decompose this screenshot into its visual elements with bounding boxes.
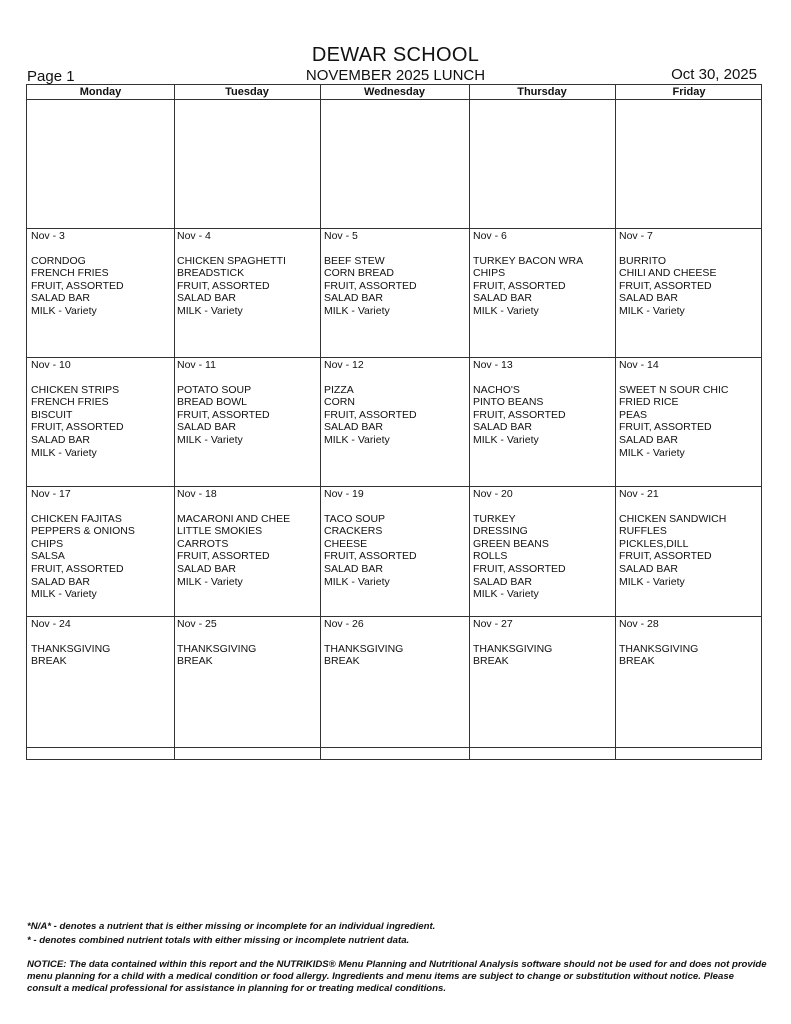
menu-item: TURKEY BACON WRA: [473, 254, 584, 267]
menu-item: SWEET N SOUR CHIC: [619, 383, 729, 396]
day-date: Nov - 27: [473, 618, 513, 630]
menu-item: BREADSTICK: [177, 267, 245, 280]
menu-item: BEEF STEW: [324, 254, 385, 267]
menu-day-cell: [619, 359, 728, 459]
day-date: Nov - 25: [177, 618, 217, 630]
day-date: Nov - 17: [31, 488, 71, 500]
menu-item: FRUIT, ASSORTED: [177, 279, 270, 292]
menu-item: PEAS: [619, 408, 648, 421]
menu-item: CHICKEN SANDWICH: [619, 512, 727, 525]
menu-item: LITTLE SMOKIES: [177, 525, 263, 538]
menu-item: GREEN BEANS: [473, 537, 549, 550]
day-date: Nov - 11: [177, 359, 216, 371]
menu-item: MILK - Variety: [31, 588, 97, 601]
menu-item: TACO SOUP: [324, 512, 386, 525]
menu-item: SALSA: [31, 550, 65, 563]
row-divider: [27, 486, 761, 487]
menu-day-cell: [177, 488, 290, 588]
menu-item: FRUIT, ASSORTED: [473, 279, 566, 292]
menu-item: SALAD BAR: [177, 292, 236, 305]
menu-item: THANKSGIVING: [31, 642, 111, 655]
weekday-header-row: [27, 85, 761, 100]
menu-item: FRUIT, ASSORTED: [31, 421, 124, 434]
menu-item: MILK - Variety: [473, 588, 539, 601]
menu-item: CORN: [324, 396, 355, 409]
menu-item: FRENCH FRIES: [31, 267, 109, 280]
menu-item: MILK - Variety: [619, 575, 685, 588]
menu-item: BURRITO: [619, 254, 667, 267]
menu-item: MILK - Variety: [324, 433, 390, 446]
menu-item: BREAK: [619, 655, 655, 668]
menu-item: FRUIT, ASSORTED: [177, 408, 270, 421]
na-footnote: *N/A* - denotes a nutrient that is either missing or incomplete for an individual ingredient.: [27, 921, 436, 932]
column-divider: [615, 85, 616, 759]
menu-day-cell: [324, 359, 417, 447]
day-date: Nov - 5: [324, 230, 358, 242]
menu-item: POTATO SOUP: [177, 383, 252, 396]
menu-item: FRIED RICE: [619, 396, 679, 409]
column-divider: [174, 85, 175, 759]
menu-item: SALAD BAR: [473, 421, 532, 434]
day-date: Nov - 4: [177, 230, 211, 242]
menu-day-cell: [177, 359, 270, 447]
menu-day-cell: [31, 488, 135, 601]
menu-item: MILK - Variety: [31, 446, 97, 459]
menu-item: CHICKEN FAJITAS: [31, 512, 122, 525]
menu-item: CHEESE: [324, 537, 368, 550]
menu-item: SALAD BAR: [324, 562, 383, 575]
menu-day-cell: [31, 359, 124, 459]
menu-item: FRUIT, ASSORTED: [324, 550, 417, 563]
day-date: Nov - 24: [31, 618, 71, 630]
menu-item: FRUIT, ASSORTED: [619, 550, 712, 563]
menu-item: FRUIT, ASSORTED: [324, 279, 417, 292]
day-date: Nov - 20: [473, 488, 513, 500]
day-date: Nov - 21: [619, 488, 659, 500]
menu-item: FRUIT, ASSORTED: [324, 408, 417, 421]
menu-item: NACHO'S: [473, 383, 520, 396]
header-thursday: Thursday: [517, 86, 567, 98]
day-date: Nov - 10: [31, 359, 71, 371]
menu-item: SALAD BAR: [177, 562, 236, 575]
menu-item: CHIPS: [473, 267, 506, 280]
menu-day-cell: [619, 488, 726, 588]
menu-item: MILK - Variety: [324, 575, 390, 588]
menu-day-cell: [177, 230, 286, 318]
menu-item: FRUIT, ASSORTED: [473, 408, 566, 421]
menu-day-cell: [324, 618, 403, 668]
menu-item: SALAD BAR: [177, 421, 236, 434]
menu-day-cell: [324, 230, 417, 318]
menu-item: RUFFLES: [619, 525, 667, 538]
menu-item: FRENCH FRIES: [31, 396, 109, 409]
menu-item: THANKSGIVING: [619, 642, 699, 655]
menu-item: BREAD BOWL: [177, 396, 248, 409]
row-divider: [27, 616, 761, 617]
menu-item: FRUIT, ASSORTED: [31, 279, 124, 292]
menu-item: CORN BREAD: [324, 267, 395, 280]
menu-item: PINTO BEANS: [473, 396, 544, 409]
star-footnote: * - denotes combined nutrient totals with either missing or incomplete nutrient data.: [27, 935, 410, 946]
menu-item: THANKSGIVING: [473, 642, 553, 655]
menu-item: MILK - Variety: [619, 446, 685, 459]
day-date: Nov - 7: [619, 230, 653, 242]
row-divider: [27, 357, 761, 358]
menu-item: CHICKEN STRIPS: [31, 383, 120, 396]
menu-item: FRUIT, ASSORTED: [177, 550, 270, 563]
menu-item: CRACKERS: [324, 525, 383, 538]
menu-item: CHILI AND CHEESE: [619, 267, 717, 280]
header-friday: Friday: [672, 86, 706, 98]
menu-item: SALAD BAR: [31, 575, 90, 588]
header-wednesday: Wednesday: [364, 86, 425, 98]
menu-item: MACARONI AND CHEE: [177, 512, 291, 525]
menu-item: CHIPS: [31, 537, 64, 550]
day-date: Nov - 18: [177, 488, 217, 500]
menu-item: MILK - Variety: [31, 304, 97, 317]
menu-item: FRUIT, ASSORTED: [619, 279, 712, 292]
menu-item: THANKSGIVING: [177, 642, 257, 655]
menu-item: FRUIT, ASSORTED: [619, 421, 712, 434]
menu-item: FRUIT, ASSORTED: [473, 562, 566, 575]
menu-day-cell: [619, 618, 698, 668]
row-divider: [27, 747, 761, 748]
menu-item: BISCUIT: [31, 408, 73, 421]
day-date: Nov - 6: [473, 230, 507, 242]
school-title: DEWAR SCHOOL: [311, 44, 480, 66]
menu-item: PIZZA: [324, 383, 354, 396]
menu-item: FRUIT, ASSORTED: [31, 562, 124, 575]
menu-item: DRESSING: [473, 525, 528, 538]
row-divider: [27, 228, 761, 229]
menu-item: SALAD BAR: [31, 292, 90, 305]
menu-day-cell: [473, 230, 583, 318]
menu-item: SALAD BAR: [324, 292, 383, 305]
menu-item: BREAK: [473, 655, 509, 668]
day-date: Nov - 12: [324, 359, 364, 371]
day-date: Nov - 26: [324, 618, 364, 630]
menu-item: CARROTS: [177, 537, 229, 550]
report-date: Oct 30, 2025: [671, 66, 757, 83]
menu-title: NOVEMBER 2025 LUNCH: [305, 67, 486, 84]
menu-item: SALAD BAR: [619, 292, 678, 305]
menu-item: BREAK: [177, 655, 213, 668]
menu-item: MILK - Variety: [473, 433, 539, 446]
column-divider: [320, 85, 321, 759]
menu-item: MILK - Variety: [177, 433, 243, 446]
menu-item: MILK - Variety: [177, 304, 243, 317]
menu-day-cell: [177, 618, 256, 668]
menu-item: BREAK: [31, 655, 67, 668]
column-divider: [469, 85, 470, 759]
menu-item: SALAD BAR: [473, 292, 532, 305]
menu-day-cell: [473, 359, 566, 447]
menu-item: SALAD BAR: [619, 562, 678, 575]
menu-day-cell: [473, 488, 566, 601]
header-tuesday: Tuesday: [225, 86, 269, 98]
menu-day-cell: [31, 230, 124, 318]
day-date: Nov - 13: [473, 359, 513, 371]
menu-item: MILK - Variety: [473, 304, 539, 317]
menu-item: ROLLS: [473, 550, 508, 563]
menu-item: CORNDOG: [31, 254, 86, 267]
menu-calendar-grid: [26, 84, 762, 760]
menu-day-cell: [31, 618, 110, 668]
day-date: Nov - 19: [324, 488, 364, 500]
menu-item: TURKEY: [473, 512, 516, 525]
menu-item: SALAD BAR: [324, 421, 383, 434]
header-monday: Monday: [79, 86, 122, 98]
day-date: Nov - 14: [619, 359, 659, 371]
menu-item: SALAD BAR: [619, 433, 678, 446]
menu-item: CHICKEN SPAGHETTI: [177, 254, 286, 267]
menu-item: PICKLES,DILL: [619, 537, 689, 550]
menu-item: MILK - Variety: [619, 304, 685, 317]
menu-item: MILK - Variety: [324, 304, 390, 317]
menu-item: SALAD BAR: [473, 575, 532, 588]
menu-item: PEPPERS & ONIONS: [31, 525, 135, 538]
day-date: Nov - 3: [31, 230, 65, 242]
page-number: Page 1: [27, 68, 75, 85]
menu-item: MILK - Variety: [177, 575, 243, 588]
menu-day-cell: [619, 230, 716, 318]
menu-day-cell: [324, 488, 417, 588]
day-date: Nov - 28: [619, 618, 659, 630]
menu-day-cell: [473, 618, 552, 668]
notice-footnote: NOTICE: The data contained within this report and the NUTRIKIDS® Menu Planning and Nutritional Analysis software should not be used for and does not provide menu planning for a child with a medical condition or food allergy. Ingredients and menu items are subject to change or substitution without notice. Please consult a medical professional for assistance in planning for or treating medical conditions.: [27, 959, 767, 995]
menu-item: THANKSGIVING: [324, 642, 404, 655]
menu-item: BREAK: [324, 655, 360, 668]
menu-item: SALAD BAR: [31, 433, 90, 446]
